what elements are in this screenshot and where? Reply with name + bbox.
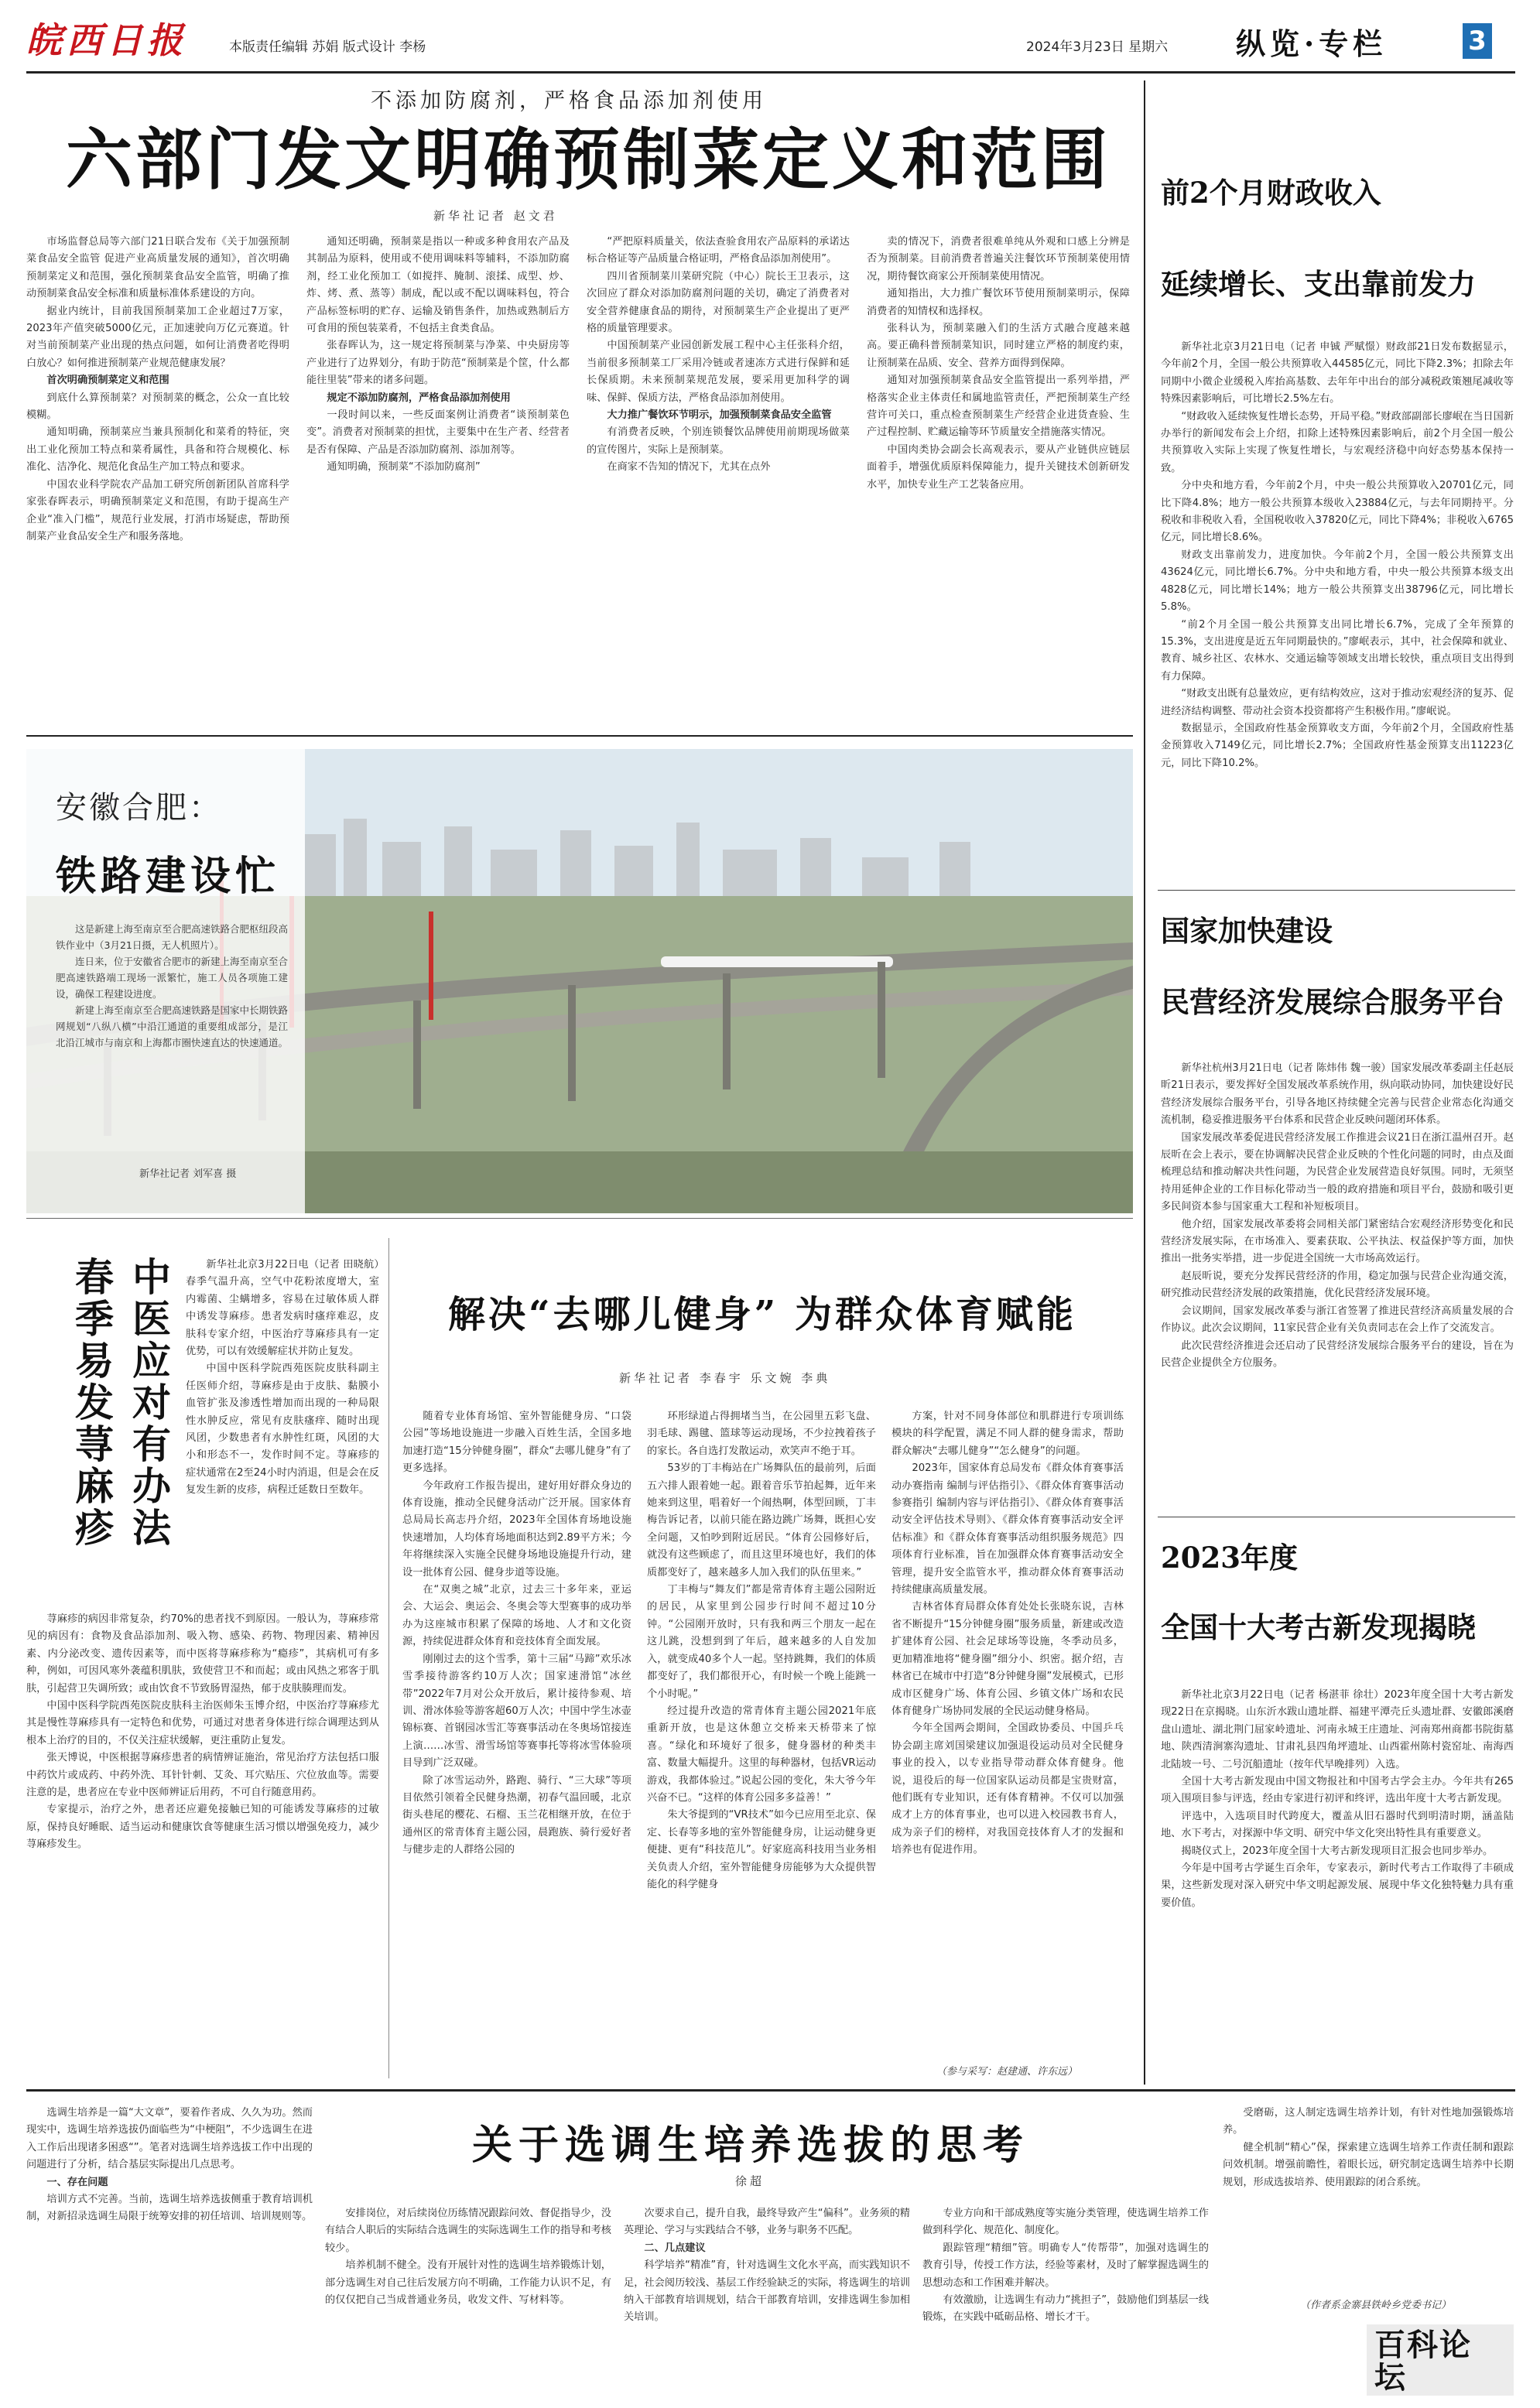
lead-subhead-2: 规定不添加防腐剂，严格食品添加剂使用 (327, 392, 511, 404)
lead-col-4: 卖的情况下，消费者很难单纯从外观和口感上分辨是否为预制菜。目前消费者普遍关注餐饮环节预制菜使用情况，期待餐饮商家公开预制菜使用情况。 通知指出，大力推广餐饮环节使用预制菜明示，保障消费者的知情权和选择权。 张科认为，预制菜融入们的生活方式融合度越来越高。要正确科普预制菜知识，同时建立严格的制度约束，让预制菜在品质、安全、营养方面得到保障。 通知对加强预制菜食品安全监管提出一系列举措，严格落实企业主体责任和属地监管责任，严把预制菜生产经营许可关口，重点检查预制菜生产经营企业进货查验、生产过程控制、贮藏运输等环节质量安全措施落实情况。 中国肉类协会副会长高观表示，要从产业链供应链层面着手，增强优质原料保障能力，提升关键技术创新研发水平，加快专业生产工艺装备应用。 (867, 236, 1130, 491)
masthead-rule (26, 71, 1515, 74)
archaeology-body: 新华社北京3月22日电（记者 杨湛菲 徐壮）2023年度全国十大考古新发现22日在京揭晓。山东沂水跋山遗址群、福建平潭壳丘头遗址群、安徽郎溪磨盘山遗址、湖北荆门屈家岭遗址、河南永城王庄遗址、河南郑州商都书院街墓地、陕西清涧寨沟遗址、甘肃礼县四角坪遗址、山西霍州陈村瓷窑址、南海西北陆坡一号、二号沉船遗址（按年代早晚排列）入选。 全国十大考古新发现由中国文物报社和中国考古学会主办。今年共有265项入围项目参与评选，经由专家进行初评和终评，选出年度十大考古新发现。 评选中，入选项目时代跨度大，覆盖从旧石器时代到明清时期，涵盖陆地、水下考古，对探源中华文明、研究中华文化突出特性具有重要意义。 揭晓仪式上，2023年度全国十大考古新发现项目汇报会也同步举办。 今年是中国考古学诞生百余年，专家表示，新时代考古工作取得了丰硕成果，这些新发现对深入研究中华文明起源发展、展现中华文化独特魅力具有重要价值。 (1161, 1689, 1514, 1909)
fitness-byline: 新华社记者 李春宇 乐文婉 李典 (619, 1371, 831, 1385)
essay-footer: （作者系金寨县铁岭乡党委书记） (1300, 2300, 1452, 2311)
section-title: 纵览·专栏 (1236, 26, 1388, 61)
essay-author: 徐超 (735, 2174, 765, 2188)
archaeology-headline-line1: 2023年度 (1161, 1541, 1298, 1575)
right-rule-1 (1158, 890, 1515, 891)
tcm-body: 荨麻疹的病因非常复杂，约70%的患者找不到原因。一般认为，荨麻疹常见的病因有：食物及食品添加剂、吸入物、感染、药物、物理因素、精神因素、内分泌改变、遗传因素等，而中医将荨麻疹称为“瘾疹”，其病机可有多种，例如，可因风寒外袭蕴积肌肤，致使营卫不和而起；或由风热之邪客于肌肤，引起营卫失调所致；或由饮食不节致肠胃湿热，郁于皮肤腠理而发。 中国中医科学院西苑医院皮肤科主治医师朱玉博介绍，中医治疗荨麻疹尤其是慢性荨麻疹具有一定特色和优势，可通过对患者身体进行综合调理达到从根本上治疗的目的，不仅关注症状缓解，更注重防止复发。 张天博说，中医根据荨麻疹患者的病情辨证施治，常见治疗方法包括口服中药饮片或成药、中药外洗、耳针针刺、艾灸、耳穴贴压、穴位放血等。需要注意的是，患者应在专业中医师辨证后用药，不可自行随意用药。 专家提示，治疗之外，患者还应避免接触已知的可能诱发荨麻疹的过敏原，保持良好睡眠、适当运动和健康饮食等健康生活习惯以增强免疫力，减少荨麻疹发生。 (26, 1613, 379, 1851)
lead-col-1: 市场监督总局等六部门21日联合发布《关于加强预制菜食品安全监管 促进产业高质量发展的通知》，首次明确预制菜定义和范围，强化预制菜食品安全监管，明确了推动预制菜食品安全标准和质量标准体系建设的方向。 据业内统计，目前我国预制菜加工企业超过7万家，2023年产值突破5000亿元，正加速驶向万亿元赛道。针对当前预制菜产业出现的热点问题，如何让消费者吃得明白放心？如何推进预制菜产业规范健康发展？ 首次明确预制菜定义和范围 到底什么算预制菜？对预制菜的概念，公众一直比较模糊。 通知明确，预制菜应当兼具预制化和菜肴的特征，突出工业化预加工特点和菜肴属性，具备和符合规模化、标准化、洁净化、规范化食品生产加工特点和要求。 中国农业科学院农产品加工研究所创新团队首席科学家张春晖表示，明确预制菜定义和范围，有助于提高生产企业“准入门槛”，规范行业发展，打消市场疑虑，帮助预制菜产业食品安全生产和服务落地。 (26, 236, 289, 542)
photo-kicker: 安徽合肥： (56, 790, 222, 826)
finance-headline-line2: 延续增长、支出靠前发力 (1161, 267, 1476, 301)
essay-col-5: 受磨砺，这人制定选调生培养计划，有针对性地加强锻炼培养。 健全机制“精心”保，探索建立选调生培养工作责任制和跟踪问效机制。增强前瞻性，着眼长远，研究制定选调生培养中长期规划，形成选拔培养、使用跟踪的闭合系统。 (1223, 2107, 1514, 2188)
fitness-headline: 解决“去哪儿健身” 为群众体育赋能 (448, 1293, 1076, 1336)
issue-date: 2024年3月23日 星期六 (1026, 39, 1169, 55)
column-rule-right (1144, 80, 1145, 2085)
page-number: 3 (1463, 23, 1492, 59)
forum-corner-logo (1367, 2318, 1514, 2396)
photo-credit: 新华社记者 刘军喜 摄 (139, 1168, 237, 1180)
essay-col-3: 次要求自己，提升自我，最终导致产生“偏科”。业务须的精英理论、学习与实践结合不够，业务与职务不匹配。 二、几点建议 科学培养“精准”育，针对选调生文化水平高，而实践知识不足，社会阅历较浅、基层工作经验缺乏的实际，将选调生的培训纳入干部教育培训规划，结合干部教育培训，安排选调生参加相关培训。 (624, 2208, 910, 2324)
photo-title: 铁路建设忙 (56, 853, 281, 900)
lead-col-3: “严把原料质量关，依法查验食用农产品原料的承诺达标合格证等产品质量合格证明，严格食品添加剂使用”。 四川省预制菜川菜研究院（中心）院长王卫表示，这次回应了群众对添加防腐剂问题的关切，确定了消费者对安全营养健康食品的期待，对预制菜生产企业提出了更严格的质量管理要求。 中国预制菜产业园创新发展工程中心主任张科介绍，当前很多预制菜工厂采用冷链或者速冻方式进行保鲜和延长保质期。未来预制菜规范发展，要采用更加科学的调味、保鲜、保质方法，严格食品添加剂使用。 大力推广餐饮环节明示，加强预制菜食品安全监管 有消费者反映，个别连锁餐饮品牌使用前期现场做菜的宣传图片，实际上是预制菜。 在商家不告知的情况下，尤其在点外 (587, 236, 850, 474)
private-economy-body: 新华社杭州3月21日电（记者 陈炜伟 魏一骏）国家发展改革委副主任赵辰昕21日表示，要发挥好全国发展改革系统作用，纵向联动协同，加快建设好民营经济发展综合服务平台，引导各地区持续健全完善与民营企业常态化沟通交流机制，稳妥推进服务平台体系和民营企业反映问题闭环体系。 国家发展改革委促进民营经济发展工作推进会议21日在浙江温州召开。赵辰昕在会上表示，要在协调解决民营企业反映的个性化问题的同时，由点及面梳理总结和推动解决共性问题，为民营企业发展营造良好氛围。同时，无须坚持用延伸企业的工作目标化带动当一般的政府措施和项目平台，鼓励和吸引更多民间资本参与国家重大工程和补短板项目。 他介绍，国家发展改革委将会同相关部门紧密结合宏观经济形势变化和民营经济发展实际，在市场准入、要素获取、公平执法、权益保护等方面，加快推出一批务实举措，进一步促进全国统一大市场高效运行。 赵辰昕说，要充分发挥民营经济的作用，稳定加强与民营企业沟通交流，研究推动民营经济发展的政策措施，优化民营经济发展环境。 会议期间，国家发展改革委与浙江省签署了推进民营经济高质量发展的合作协议。此次会议期间，11家民营企业有关负责同志在会上作了交流发言。 此次民营经济推进会还启动了民营经济发展综合服务平台的建设，旨在为民营企业提供全方位服务。 (1161, 1062, 1514, 1369)
finance-headline-line1: 前2个月财政收入 (1161, 176, 1381, 210)
column-rule-tcm (388, 1238, 389, 2078)
lead-subhead-3: 大力推广餐饮环节明示，加强预制菜食品安全监管 (607, 409, 832, 422)
essay-col-4: 专业方向和干部成熟度等实施分类管理，使选调生培养工作做到科学化、规范化、制度化。 跟踪管理“精细”管。明确专人“传帮带”，加强对选调生的教育引导，传授工作方法，经验等素材，及时了解掌握选调生的思想动态和工作困难并解决。 有效激励，让选调生有动力“挑担子”，鼓励他们到基层一线锻炼，在实践中砥砺品格、增长才干。 (922, 2208, 1209, 2324)
lead-byline: 新华社记者 赵文君 (433, 209, 558, 223)
lead-col-2: 通知还明确，预制菜是指以一种或多种食用农产品及其制品为原料，使用或不使用调味料等辅料，不添加防腐剂，经工业化预加工（如搅拌、腌制、滚揉、成型、炒、炸、烤、煮、蒸等）制成，配以或不配以调味料包，符合产品标签标明的贮存、运输及销售条件，加热或熟制后方可食用的预包装菜肴，不包括主食类食品。 张春晖认为，这一规定将预制菜与净菜、中央厨房等产业进行了边界划分，有助于防范“预制菜是个筐，什么都能往里装”带来的诸多问题。 规定不添加防腐剂，严格食品添加剂使用 一段时间以来，一些反面案例让消费者“谈预制菜色变”。消费者对预制菜的担忧，主要集中在生产者、经营者是否有保障、产品是否添加防腐剂、添加剂等。 通知明确，预制菜“不添加防腐剂” (306, 236, 570, 474)
essay-col-2: 安排岗位，对后续岗位历练情况跟踪问效、督促指导少，没有结合人职后的实际结合选调生的实际选调生工作的指导和考核较少。 培养机制不健全。没有开展针对性的选调生培养锻炼计划，部分选调生对自己往后发展方向不明确，工作能力认识不足，有的仅仅把自己当成普通业务员，收发文件、写材料等。 (325, 2208, 611, 2307)
newspaper-logo: 皖西日报 (26, 19, 187, 61)
photo-caption: 这是新建上海至南京至合肥高速铁路合肥枢纽段高铁作业中（3月21日摄，无人机照片）。 连日来，位于安徽省合肥市的新建上海至南京至合肥高速铁路端工现场一派繁忙，施工人员各项施工建设，确保工程建设进度。 新建上海至南京至合肥高速铁路是国家中长期铁路网规划“八纵八横”中沿江通道的重要组成部分，是江北沿江城市与南京和上海都市圈快速直达的快速通道。 (56, 923, 288, 1048)
lead-subhead-1: 首次明确预制菜定义和范围 (46, 375, 169, 387)
finance-body: 新华社北京3月21日电（记者 申铖 严赋憬）财政部21日发布数据显示，今年前2个月，全国一般公共预算收入44585亿元，同比下降2.3%；扣除去年同期中小微企业缓税入库抬高基数、去年年中出台的部分减税政策翘尾减收等特殊因素影响后，可比增长2.5%左右。 “财政收入延续恢复性增长态势，开局平稳。”财政部副部长廖岷在当日国新办举行的新闻发布会上介绍，扣除上述特殊因素影响后，前2个月全国一般公共预算收入实际上实现了恢复性增长，与宏观经济稳中向好态势基本保持一致。 分中央和地方看，今年前2个月，中央一般公共预算收入20701亿元，同比下降4.8%；地方一般公共预算本级收入23884亿元，与去年同期持平。分税收和非税收入看，全国税收收入37820亿元，同比下降4%；非税收入6765亿元，同比增长8.6%。 财政支出靠前发力，进度加快。今年前2个月，全国一般公共预算支出43624亿元，同比增长6.7%。分中央和地方看，中央一般公共预算本级支出4828亿元，同比增长14%；地方一般公共预算支出38796亿元，同比增长5.8%。 “前2个月全国一般公共预算支出同比增长6.7%，完成了全年预算的15.3%，支出进度是近五年同期最快的。”廖岷表示，其中，社会保障和就业、教育、城乡社区、农林水、交通运输等领域支出增长较快，重点项目支出得到有力保障。 “财政支出既有总量效应，更有结构效应，这对于推动宏观经济的复苏、促进经济结构调整、带动社会资本投资都将产生积极作用。”廖岷说。 数据显示，全国政府性基金预算收支方面，今年前2个月，全国政府性基金预算收入7149亿元，同比增长2.7%；全国政府性基金预算支出11223亿元，同比下降10.2%。 (1161, 341, 1514, 769)
editor-line: 本版责任编辑 苏娟 版式设计 李杨 (229, 39, 426, 55)
private-economy-headline-line1: 国家加快建设 (1161, 914, 1333, 948)
fitness-col-3: 方案，针对不同身体部位和肌群进行专项训练模块的科学配置，满足不同人群的健身需求，帮助群众解决“去哪儿健身”“怎么健身”的问题。 2023年，国家体育总局发布《群众体育赛事活动办赛指南 编制与评估指引》、《群众体育赛事活动参赛指引 编制内容与评估指引》、《群众体育赛事活动安全评估技术导则》、《群众体育赛事活动安全评估标准》和《群众体育赛事活动组织服务规范》四项体育行业标准，旨在加强群众体育赛事活动安全管理，提升安全监管水平，推动群众体育赛事活动持续健康高质量发展。 吉林省体育局群众体育处处长张晓东说，吉林省不断提升“15分钟健身圈”服务质量，新建或改造扩建体育公园、社会足球场等设施，冬季动员多，更加精准地将“健身圈”细分小、织密。据介绍，吉林省已在城市中打造“8分钟健身圈”发展模式，已形成市区健身广场、体育公园、乡镇文体广场和农民体育健身广场协同发展的全民运动健身格局。 今年全国两会期间，全国政协委员、中国乒乓协会副主席刘国梁建议加强退役运动员对全民健身事业的投入，以专业指导带动群众体育健身。他说，退役后的每一位国家队运动员都是宝贵财富，他们既有专业知识，还有体育精神。不仅可以加强成才上方的体育事业，也可以进入校园教书育人，成为亲子们的榜样，对我国竞技体育人才的发掘和培养也有促进作用。 (891, 1411, 1124, 1856)
bottom-section-rule (26, 2089, 1515, 2092)
lead-headline: 六部门发文明确预制菜定义和范围 (66, 121, 1111, 199)
lead-deck: 不添加防腐剂，严格食品添加剂使用 (371, 89, 767, 113)
archaeology-headline-line2: 全国十大考古新发现揭晓 (1161, 1610, 1476, 1644)
private-economy-headline-line2: 民营经济发展综合服务平台 (1161, 985, 1504, 1019)
tcm-intro: 新华社北京3月22日电（记者 田晓航）春季气温升高，空气中花粉浓度增大，室内霉菌、尘螨增多，容易在过敏体质人群中诱发荨麻疹。患者发病时瘙痒难忍，皮肤科专家介绍，中医治疗荨麻疹具有一定优势，可以有效缓解症状并防止复发。 中国中医科学院西苑医院皮肤科副主任医师介绍，荨麻疹是由于皮肤、黏膜小血管扩张及渗透性增加而出现的一种局限性水肿反应，常见有皮肤瘙痒、随时出现风团，少数患者有水肿性红斑，风团的大小和形态不一，发作时间不定。荨麻疹的症状通常在2至24小时内消退，但是会在反复发生新的皮疹，病程迁延数日至数年。 (186, 1259, 379, 1496)
forum-corner-title: 百科论坛 (1374, 2327, 1472, 2396)
essay-headline: 关于选调生培养选拔的思考 (471, 2122, 1029, 2169)
tcm-title-line1: 春季易发荨麻疹 (69, 1257, 115, 1549)
fitness-col-2: 环形绿道占得拥堵当当，在公园里五彩飞盘、羽毛球、踢毽、篮球等运动现场，不少拉拽着孩子的家长。各自选打发散运动，欢笑声不绝于耳。 53岁的丁丰梅站在广场舞队伍的最前列，后面五六排人跟着她一起。跟着音乐节拍起舞，近年来她来到这里，唱着好一个闹热啊，体型回顾，丁丰梅告诉记者，以前只能在路边跳广场舞，既担心安全问题，又怕吵到附近居民。“体育公园修好后，就没有这些顾虑了，而且这里环境也好，我们的体质都变好了，越来越多人加入我们的队伍里来。” 丁丰梅与“舞友们”都是常青体育主题公园附近的居民，从家里到公园步行时间不超过10分钟。“公园刚开放时，只有我和两三个朋友一起在这儿跳，没想到到了年后，越来越多的人自发加入，就变成40多个人一起。坚持跳舞，我们的体质都变好了，我们都很开心，有时候一个晚上能跳一个小时呢。” 经过提升改造的常青体育主题公园2021年底重新开放，也是这休憩立交桥来天桥带来了惊喜。“绿化和环境好了很多，健身器材的种类丰富、数量大幅提升。这里的每种器材，包括VR运动游戏，我都体验过。”说起公园的变化，朱大爷今年兴奋不已。“这样的体育公园多多益善！” 朱大爷提到的“VR技术”如今已应用至北京、保定、长春等多地的室外智能健身房，让运动健身更便捷、更有“科技范儿”。好家庭高科技用当业务相关负责人介绍，室外智能健身房能够为大众提供智能化的科学健身 (647, 1411, 876, 1890)
fitness-credit: （参与采写：赵建通、许东远） (936, 2066, 1078, 2078)
essay-col-1: 选调生培养是一篇“大文章”，要着作者成、久久为功。然而现实中，选调生培养选拔仍面临些为“中梗阻”，不少选调生在进入工作后出现诸多困惑“”。笔者对选调生培养选拔工作中出现的问题进行了分析，结合基层实际提出几点思考。 一、存在问题 培训方式不完善。当前，选调生培养选拔侧重于教育培训机制，对新招录选调生局限于统筹安排的初任培训、培训规则等。 (26, 2107, 313, 2223)
fitness-col-1: 随着专业体育场馆、室外智能健身房、“口袋公园”等场地设施进一步融入百姓生活，全国多地加速打造“15分钟健身圈”，群众“去哪儿健身”有了更多选择。 今年政府工作报告提出，建好用好群众身边的体育设施，推动全民健身活动广泛开展。国家体育总局局长高志丹介绍，2023年全国体育场地设施快速增加，人均体育场地面积达到2.89平方米；今年将继续深入实施全民健身场地设施提升行动，建设一批体育公园、健身步道等设施。 在“双奥之城”北京，过去三十多年来，亚运会、大运会、奥运会、冬奥会等大型赛事的成功举办为这座城市积累了保障的场地、人才和文化资源，持续促进群众体育和竞技体育全面发展。 刚刚过去的这个雪季，第十三届“马蹄”欢乐冰雪季接待游客约10万人次；国家速滑馆“冰丝带”2022年7月对公众开放后，累计接待参观、培训、滑冰体验等游客超60万人次；中国中学生冰壶锦标赛、首钢园冰雪汇等赛事活动在冬奥场馆接连上演……冰雪、滑雪场馆等赛事托等将冰雪体验项目导到广泛双碰。 除了冰雪运动外，路跑、骑行、“三大球”等项目依然引领着全民健身热潮，初春气温回暖，北京街头巷尾的樱花、石榴、玉兰花相继开放，在位于通州区的常青体育主题公园，晨跑族、骑行爱好者与健步走的人群络公园的 (402, 1411, 631, 1856)
tcm-title-line2: 中医应对有办法 (126, 1257, 172, 1549)
